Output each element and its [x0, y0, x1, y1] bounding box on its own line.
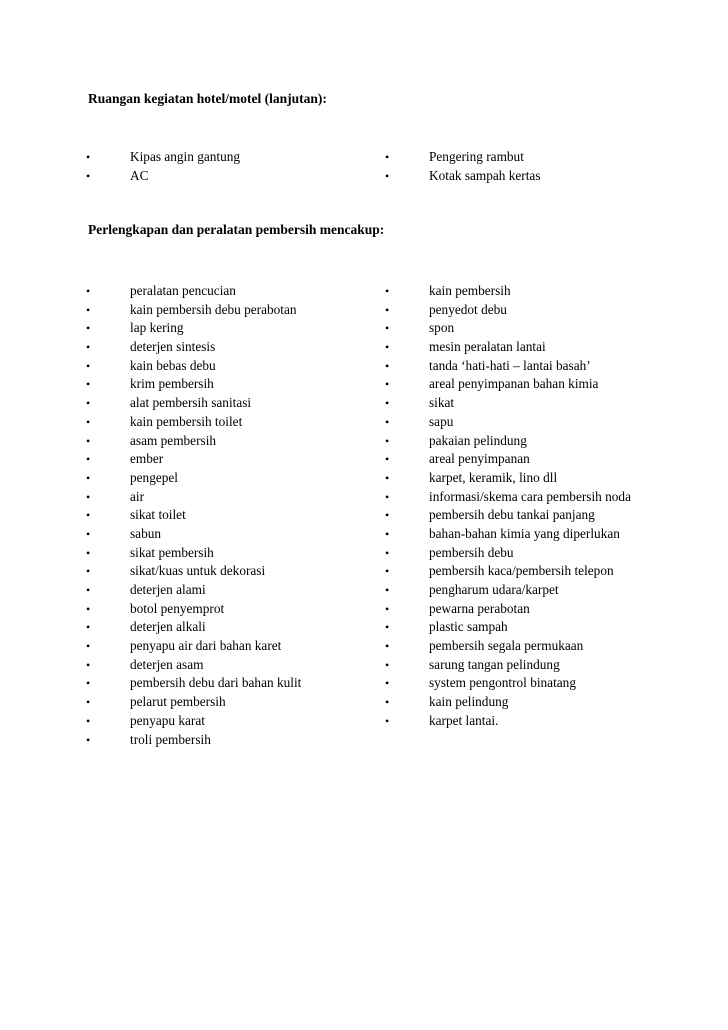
list-item-text: pelarut pembersih: [130, 694, 226, 710]
list-item-text: sikat pembersih: [130, 544, 214, 560]
bullet-icon: •: [86, 414, 91, 429]
list-item-text: sarung tangan pelindung: [429, 656, 560, 672]
list-item-text: karpet lantai.: [429, 712, 499, 728]
bullet-icon: •: [86, 639, 91, 654]
list-item-text: deterjen sintesis: [130, 339, 216, 355]
bullet-icon: •: [385, 545, 390, 560]
list-item-text: troli pembersih: [130, 731, 211, 747]
bullet-icon: •: [385, 601, 390, 616]
bullet-icon: •: [385, 377, 390, 392]
list-item-text: karpet, keramik, lino dll: [429, 469, 558, 485]
bullet-icon: •: [385, 302, 390, 317]
section-heading-cleaning-equipment: Perlengkapan dan peralatan pembersih mencakup:: [88, 222, 385, 237]
list-item-text: sapu: [429, 413, 454, 429]
bullet-icon: •: [86, 452, 91, 467]
bullet-icon: •: [385, 695, 390, 710]
list-item-text: penyapu air dari bahan karet: [130, 638, 282, 654]
bullet-icon: •: [86, 470, 91, 485]
list-item-text: sikat/kuas untuk dekorasi: [130, 563, 266, 579]
list-item-text: mesin peralatan lantai: [429, 339, 546, 355]
bullet-icon: •: [86, 676, 91, 691]
list-item-text: pakaian pelindung: [429, 432, 527, 448]
bullet-icon: •: [86, 433, 91, 448]
bullet-icon: •: [86, 396, 91, 411]
bullet-icon: •: [385, 340, 390, 355]
bullet-icon: •: [385, 508, 390, 523]
bullet-icon: •: [86, 508, 91, 523]
list-item-text: pembersih debu dari bahan kulit: [130, 675, 302, 691]
list-item-text: ember: [130, 451, 164, 467]
bullet-icon: •: [385, 168, 390, 183]
bullet-icon: •: [385, 583, 390, 597]
list-item-text: kain pembersih toilet: [130, 413, 243, 429]
list-item-text: areal penyimpanan: [429, 451, 530, 467]
list-item-text: Kipas angin gantung: [130, 149, 241, 164]
list-item-text: deterjen alkali: [130, 619, 206, 635]
bullet-icon: •: [86, 564, 91, 579]
bullet-icon: •: [86, 695, 91, 710]
bullet-icon: •: [385, 396, 390, 411]
bullet-icon: •: [385, 470, 390, 485]
bullet-icon: •: [86, 358, 91, 373]
list-item-text: informasi/skema cara pembersih noda: [429, 488, 631, 504]
list-item-text: pembersih debu tankai panjang: [429, 507, 595, 523]
bullet-icon: •: [385, 358, 390, 373]
bullet-icon: •: [86, 657, 91, 672]
list-item-text: penyapu karat: [130, 712, 205, 728]
bullet-icon: •: [385, 150, 390, 164]
list-item-text: Pengering rambut: [429, 149, 524, 164]
list-item-text: pengharum udara/karpet: [429, 582, 559, 597]
bullet-icon: •: [86, 377, 91, 392]
list-item-text: pengepel: [130, 469, 178, 485]
bullet-icon: •: [86, 150, 91, 164]
list-item-text: lap kering: [130, 320, 184, 336]
bullet-icon: •: [86, 321, 91, 336]
bullet-icon: •: [86, 583, 91, 597]
bullet-icon: •: [385, 433, 390, 448]
list-item-text: Kotak sampah kertas: [429, 167, 541, 183]
list-item-text: kain pelindung: [429, 694, 509, 710]
bullet-icon: •: [385, 657, 390, 672]
bullet-icon: •: [385, 414, 390, 429]
bullet-icon: •: [86, 284, 91, 298]
bullet-icon: •: [86, 545, 91, 560]
bullet-icon: •: [86, 168, 91, 183]
bullet-icon: •: [86, 713, 91, 728]
bullet-icon: •: [385, 526, 390, 541]
list-item-text: system pengontrol binatang: [429, 675, 576, 691]
list-item-text: botol penyemprot: [130, 600, 225, 616]
list-item-text: pewarna perabotan: [429, 600, 530, 616]
list-item-text: deterjen asam: [130, 656, 204, 672]
list-item-text: kain bebas debu: [130, 357, 216, 373]
bullet-icon: •: [86, 489, 91, 504]
list-item-text: deterjen alami: [130, 582, 206, 597]
bullet-icon: •: [86, 526, 91, 541]
bullet-icon: •: [86, 601, 91, 616]
list-item-text: air: [130, 488, 145, 504]
list-item-text: krim pembersih: [130, 376, 214, 392]
list-item-text: sikat: [429, 395, 455, 411]
list-item-text: penyedot debu: [429, 301, 507, 317]
list-item-text: plastic sampah: [429, 619, 508, 635]
bullet-icon: •: [86, 620, 91, 635]
list-item-text: peralatan pencucian: [130, 283, 236, 298]
bullet-icon: •: [385, 321, 390, 336]
section-heading-room-activities: Ruangan kegiatan hotel/motel (lanjutan):: [88, 91, 327, 106]
bullet-icon: •: [385, 564, 390, 579]
bullet-icon: •: [385, 284, 390, 298]
list-item-text: pembersih segala permukaan: [429, 638, 584, 654]
bullet-icon: •: [385, 620, 390, 635]
list-item-text: areal penyimpanan bahan kimia: [429, 376, 599, 392]
list-item-text: kain pembersih debu perabotan: [130, 301, 297, 317]
bullet-icon: •: [86, 302, 91, 317]
list-item-text: bahan-bahan kimia yang diperlukan: [429, 525, 620, 541]
bullet-icon: •: [385, 676, 390, 691]
list-item-text: sikat toilet: [130, 507, 186, 523]
bullet-icon: •: [86, 340, 91, 355]
bullet-icon: •: [385, 713, 390, 728]
bullet-icon: •: [385, 639, 390, 654]
list-item-text: kain pembersih: [429, 283, 511, 298]
list-item-text: sabun: [130, 525, 162, 541]
list-item-text: asam pembersih: [130, 432, 217, 448]
list-item-text: pembersih kaca/pembersih telepon: [429, 563, 614, 579]
list-item-text: tanda ‘hati-hati – lantai basah’: [429, 357, 591, 373]
list-item-text: AC: [130, 167, 149, 183]
list-item-text: pembersih debu: [429, 544, 514, 560]
list-item-text: spon: [429, 320, 455, 336]
bullet-icon: •: [86, 732, 91, 747]
bullet-icon: •: [385, 452, 390, 467]
bullet-icon: •: [385, 489, 390, 504]
list-item-text: alat pembersih sanitasi: [130, 395, 252, 411]
